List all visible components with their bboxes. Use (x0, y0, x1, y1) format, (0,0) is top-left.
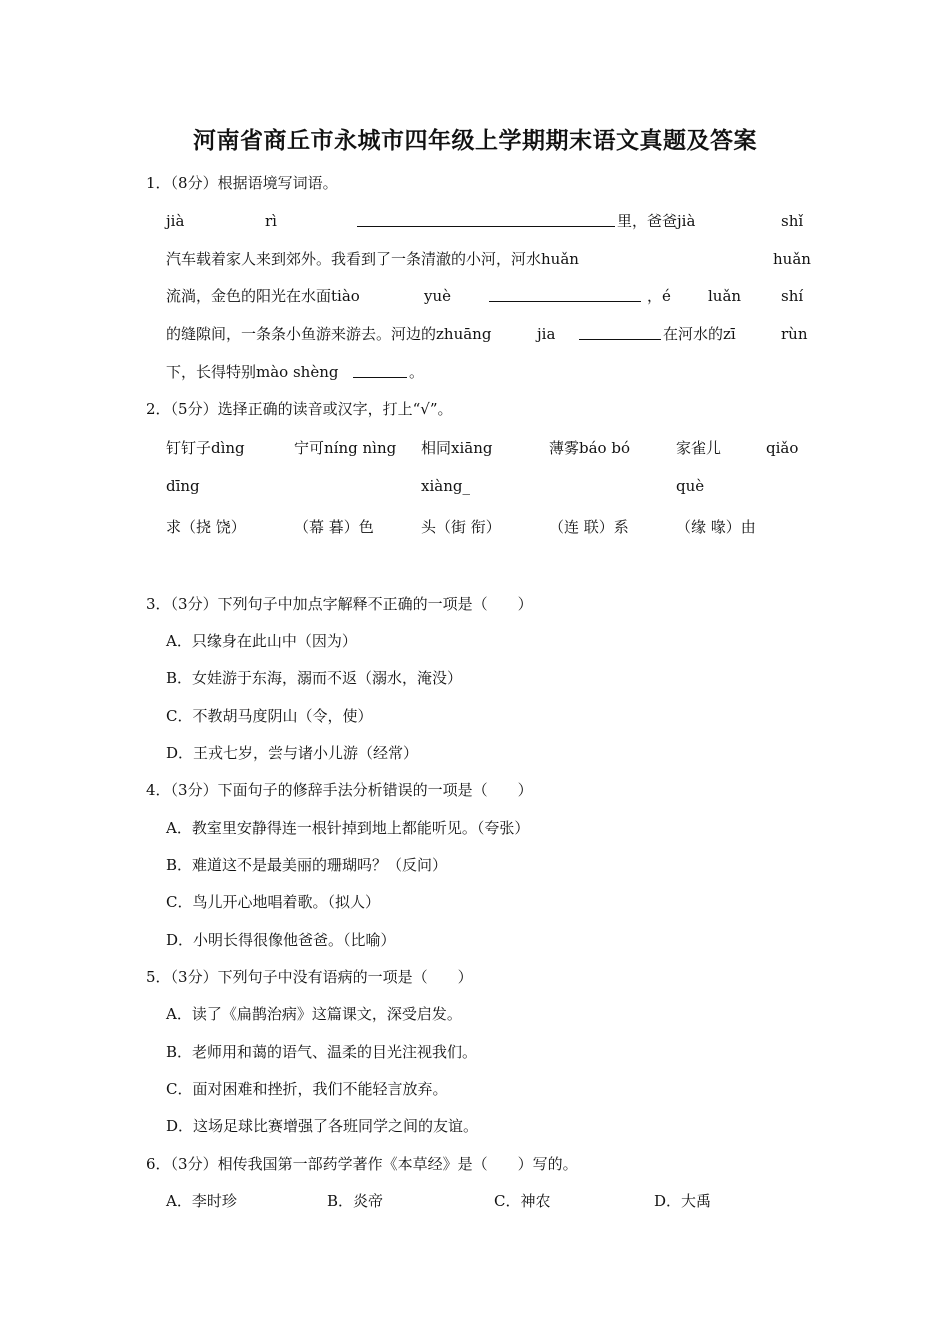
q2-char-mu: （幕 暮）色 (294, 518, 374, 536)
q3-option-d: D．王戎七岁，尝与诸小儿游（经常） (166, 744, 419, 762)
q1-line5-end: 。 (409, 363, 425, 381)
q1-pinyin-jia-2: jia (537, 325, 556, 343)
q3-stem: 3．（3分）下列句子中加点字解释不正确的一项是（ ） (146, 595, 533, 613)
q4-option-d: D．小明长得很像他爸爸。（比喻） (166, 931, 396, 949)
q5-option-d: D．这场足球比赛增强了各班同学之间的友谊。 (166, 1117, 479, 1135)
q3-option-a: A．只缘身在此山中（因为） (166, 632, 357, 650)
q1-line4-mid: 在河水的zī (663, 325, 736, 343)
q1-line1-text: 里，爸爸jià (617, 212, 696, 230)
q5-option-c: C．面对困难和挫折，我们不能轻言放弃。 (166, 1080, 448, 1098)
q1-pinyin-shi: shǐ (781, 212, 804, 230)
q2-char-lian: （连 联）系 (549, 518, 629, 536)
q4-stem: 4．（3分）下面句子的修辞手法分析错误的一项是（ ） (146, 781, 533, 799)
q1-answer-blank-3 (579, 323, 661, 346)
q2-item-bao: 薄雾báo bó (549, 439, 630, 457)
q1-stem: 1．（8分）根据语境写词语。 (146, 174, 338, 192)
q4-option-a: A．教室里安静得连一根针掉到地上都能听见。（夸张） (166, 819, 530, 837)
q2-item-xiang: 相同xiāng (421, 439, 493, 457)
q1-line3-mid: ，é (647, 287, 671, 305)
q1-line2-text: 汽车载着家人来到郊外。我看到了一条清澈的小河，河水huǎn (166, 250, 579, 268)
q2-char-jie: 头（街 衔） (421, 518, 501, 536)
q6-option-a: A．李时珍 (166, 1192, 237, 1210)
q2-item-ding-2: dīng (166, 477, 200, 495)
document-title: 河南省商丘市永城市四年级上学期期末语文真题及答案 (193, 127, 757, 154)
q4-option-b: B．难道这不是最美丽的珊瑚吗？（反问） (166, 856, 448, 874)
q5-stem: 5．（3分）下列句子中没有语病的一项是（ ） (146, 968, 473, 986)
q2-stem: 2．（5分）选择正确的读音或汉字，打上“√”。 (146, 400, 453, 418)
q3-option-c: C．不教胡马度阴山（令，使） (166, 707, 373, 725)
q1-answer-blank-4 (353, 361, 407, 384)
q2-char-rao: 求（挠 饶） (166, 518, 246, 536)
q1-pinyin-shi-2: shí (781, 287, 804, 305)
q1-pinyin-huan: huǎn (773, 250, 811, 268)
q1-answer-blank-1 (357, 210, 615, 233)
q1-answer-blank-2 (489, 285, 641, 308)
q6-option-c: C．神农 (494, 1192, 551, 1210)
q3-option-b: B．女娃游于东海，溺而不返（溺水，淹没） (166, 669, 463, 687)
q2-item-ning: 宁可níng nìng (294, 439, 397, 457)
q1-line3-text: 流淌，金色的阳光在水面tiào (166, 287, 360, 305)
q6-stem: 6．（3分）相传我国第一部药学著作《本草经》是（ ）写的。 (146, 1155, 578, 1173)
q5-option-a: A．读了《扁鹊治病》这篇课文，深受启发。 (166, 1005, 462, 1023)
q2-char-yuan: （缘 喙）由 (676, 518, 756, 536)
q1-line5-text: 下，长得特别mào shèng (166, 363, 339, 381)
q1-pinyin-jia: jià (166, 212, 185, 230)
q2-item-xiang-2: xiàng_ (421, 477, 470, 495)
q2-item-ding: 钉钉子dìng (166, 439, 245, 457)
q1-pinyin-luan: luǎn (708, 287, 742, 305)
q2-item-que: 家雀儿 (676, 439, 722, 457)
q1-pinyin-ri: rì (265, 212, 277, 230)
q1-pinyin-yue: yuè (424, 287, 452, 305)
q5-option-b: B．老师用和蔼的语气、温柔的目光注视我们。 (166, 1043, 478, 1061)
q6-option-d: D．大禹 (654, 1192, 712, 1210)
q6-option-b: B．炎帝 (327, 1192, 384, 1210)
q2-item-qiao: qiǎo (766, 439, 799, 457)
q1-line4-text: 的缝隙间，一条条小鱼游来游去。河边的zhuāng (166, 325, 492, 343)
q4-option-c: C．鸟儿开心地唱着歌。（拟人） (166, 893, 380, 911)
q1-pinyin-run: rùn (781, 325, 808, 343)
q2-item-que-2: què (676, 477, 705, 495)
